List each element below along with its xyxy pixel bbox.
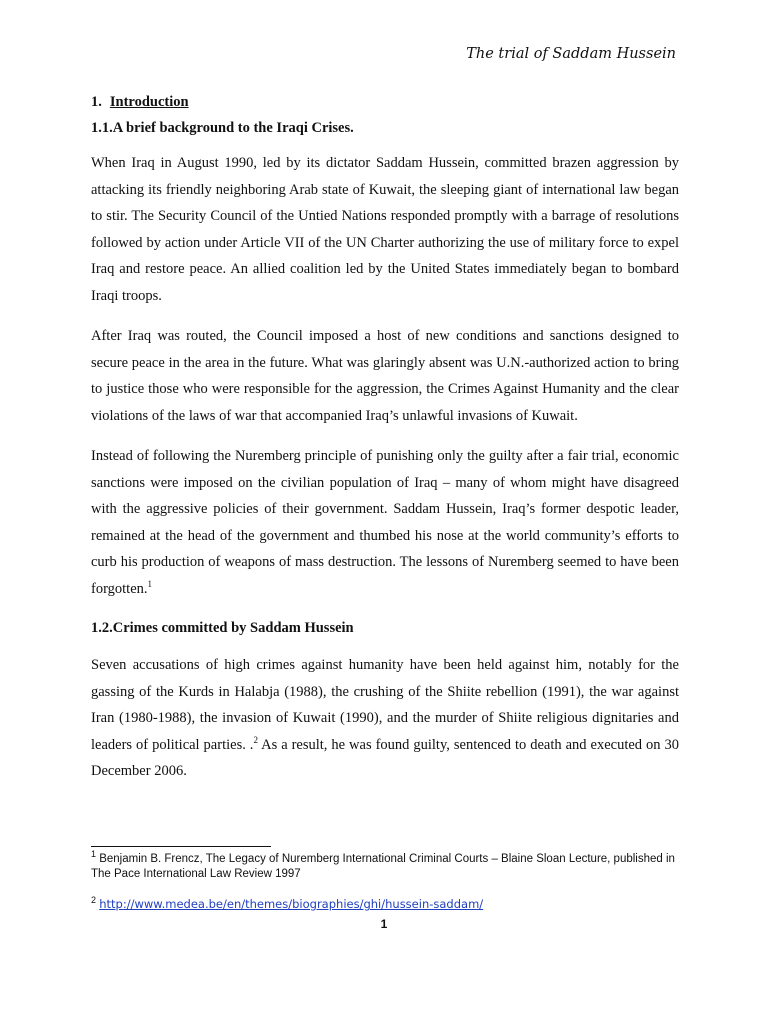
footnote-mark: 1: [91, 849, 97, 860]
running-header-title: The trial of Saddam Hussein: [466, 46, 676, 62]
footnote-text: Benjamin B. Frencz, The Legacy of Nuremberg International Criminal Courts – Blaine Sloan Lecture, published in The Pace International Law Review 1997: [91, 853, 675, 880]
page-number: 1: [380, 917, 388, 931]
paragraph: After Iraq was routed, the Council imposed a host of new conditions and sanctions designed to secure peace in the area in the future. What was glaringly absent was U.N.-authorized action to bring to justice those who were responsible for the aggression, the Crimes Against Humanity and the clear violations of the laws of war that accompanied Iraq’s unlawful invasions of Kuwait.: [91, 328, 679, 424]
footnote-separator: [91, 846, 271, 847]
paragraph-text: Seven accusations of high crimes against humanity have been held against him, notably for the gassing of the Kurds in Halabja (1988), the crushing of the Shiite rebellion (1991), the war against Iran (1980-1988), the invasion of Kuwait (1990), and the murder of Shiite religious dignitaries and leaders of political parties. .: [91, 657, 679, 753]
footnote-item: [91, 849, 679, 882]
subsection-heading-crimes: 1.2.Crimes committed by Saddam Hussein: [91, 620, 354, 636]
section-number: 1.: [91, 94, 102, 110]
section-title: Introduction: [109, 94, 189, 110]
document-body: [91, 92, 679, 785]
subsection-heading-background: 1.1.A brief background to the Iraqi Crises.: [91, 120, 354, 136]
footnote-mark: 2: [91, 895, 97, 906]
footnotes: [91, 849, 679, 913]
paragraph: [91, 443, 679, 602]
paragraph-text: Instead of following the Nuremberg principle of punishing only the guilty after a fair trial, economic sanctions were imposed on the civilian population of Iraq – many of whom might have disagreed with the aggressive policies of their government. Saddam Hussein, Iraq’s former despotic leader, remained at the head of the government and thumbed his nose at the world community’s efforts to curb his production of weapons of mass destruction. The lessons of Nuremberg seemed to have been forgotten.: [91, 448, 679, 597]
section-heading-introduction: [91, 92, 679, 112]
footnote-reference[interactable]: 2: [253, 734, 258, 745]
paragraph: [91, 652, 679, 785]
footnote-link[interactable]: http://www.medea.be/en/themes/biographies/ghi/hussein-saddam/: [99, 897, 484, 911]
footnote-item: [91, 897, 679, 913]
footnote-reference[interactable]: 1: [147, 578, 153, 589]
paragraph: When Iraq in August 1990, led by its dictator Saddam Hussein, committed brazen aggression by attacking its friendly neighboring Arab state of Kuwait, the sleeping giant of international law began to stir. The Security Council of the Untied Nations responded promptly with a barrage of resolutions followed by action under Article VII of the UN Charter authorizing the use of military force to expel Iraq and restore peace. An allied coalition led by the United States immediately began to bombard Iraqi troops.: [91, 155, 679, 304]
paragraph-text: As a result, he was found guilty, sentenced to death and executed on 30 December 2006.: [91, 736, 679, 779]
